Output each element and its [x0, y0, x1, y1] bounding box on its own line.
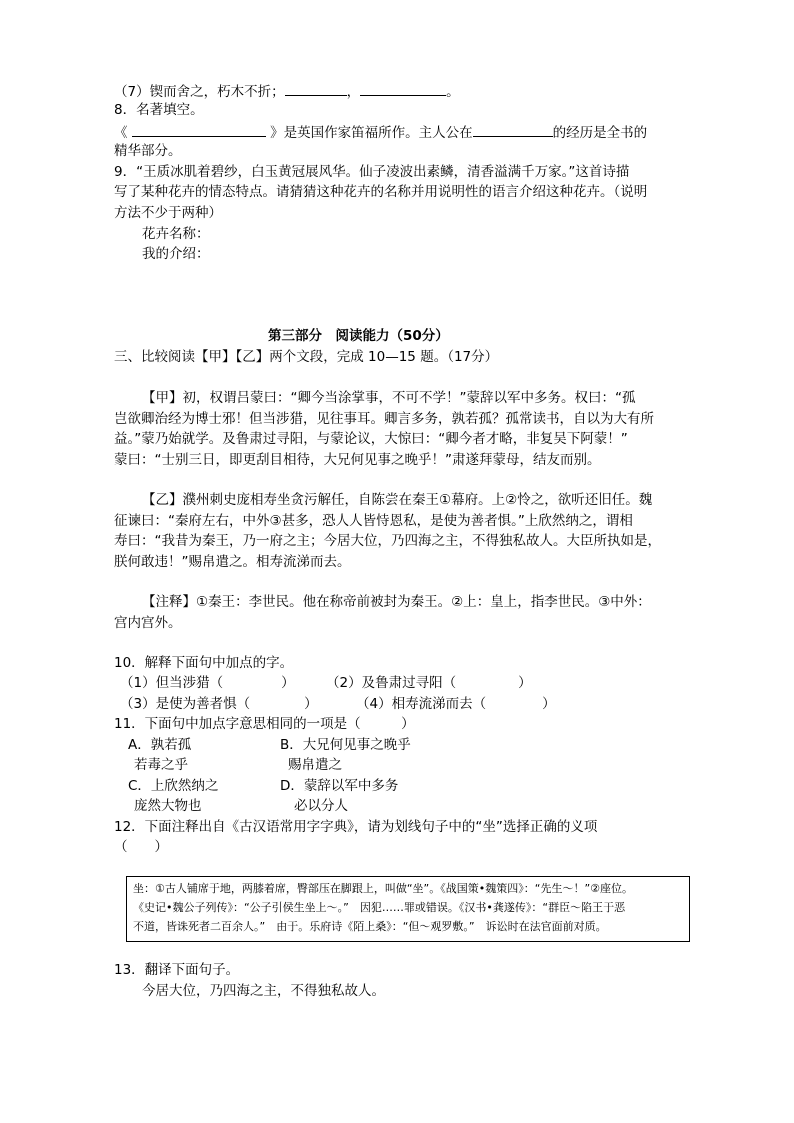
passage-b-line-3: 寿曰：“我昔为秦王，乃一府之主；今居大位，乃四海之主，不得独私故人。大臣所执如是，	[114, 533, 661, 549]
dictionary-line-2: 《史记•魏公子列传》：“公子引侯生坐上～。” 因犯……罪或错误。《汉书•龚遂传》：“群臣～陷王于恶	[133, 901, 626, 914]
passage-b-line-1: 【乙】濮州刺史庞相寿坐贪污解任，自陈尝在秦王①幕府。上②怜之，欲听还旧任。魏	[142, 492, 653, 508]
q10-item-3	[120, 694, 318, 714]
q10-item-3-close: ）	[304, 696, 318, 712]
q10-item-4-close: ）	[542, 696, 556, 712]
q11-option-a[interactable]: A．孰若孤	[128, 737, 192, 753]
q9-line-3: 方法不少于两种）	[114, 205, 222, 221]
section-3-instruction: 三、比较阅读【甲】【乙】两个文段，完成 10—15 题。（17分）	[114, 349, 499, 365]
passage-b-line-2: 征谏曰：“秦府左右，中外③甚多，恐人人皆恃恩私，是使为善者惧。”上欣然纳之，谓相	[114, 513, 633, 529]
passage-a-line-1: 【甲】初，权谓吕蒙曰：“卿今当涂掌事，不可不学！”蒙辞以军中多务。权曰：“孤	[142, 390, 636, 406]
q8-blank-book[interactable]	[132, 121, 266, 137]
passage-a-line-4: 蒙曰：“士别三日，即更刮目相待，大兄何见事之晚乎！”肃遂拜蒙母，结友而别。	[114, 452, 601, 468]
q13-title: 13．翻译下面句子。	[114, 962, 240, 978]
passage-a-line-3: 益。”蒙乃始就学。及鲁肃过寻阳，与蒙论议，大惊曰：“卿今者才略，非复吴下阿蒙！”	[114, 431, 628, 447]
dictionary-line-1: 坐：①古人铺席于地，两膝着席，臀部压在脚跟上，叫做“坐”。《战国策•魏策四》：“先生～！”②座位。	[133, 882, 634, 895]
q9-line-1: 9．“王质冰肌着碧纱，白玉黄冠展风华。仙子凌波出素鳞，清香溢满千万家。”这首诗描	[114, 164, 630, 180]
q8-line-2: 精华部分。	[114, 143, 182, 159]
passage-a-line-2: 岂欲卿治经为博士邪！但当涉猎，见往事耳。卿言多务，孰若孤？孤常读书，自以为大有所	[114, 411, 654, 427]
q10-item-1-close: ）	[281, 675, 295, 691]
q10-item-3-text: （3）是使为善者惧（	[120, 696, 251, 712]
q11-option-c-line-2: 庞然大物也	[134, 798, 202, 814]
q11-option-d-line-2: 必以分人	[294, 798, 348, 814]
q10-item-2-text: （2）及鲁肃过寻阳（	[326, 675, 457, 691]
q11-option-b-line-2: 赐帛遣之	[288, 757, 342, 773]
q8-blank-place[interactable]	[473, 121, 553, 137]
q7-end: 。	[446, 84, 460, 100]
q10-item-1	[120, 673, 295, 693]
notes-line-2: 宫内宫外。	[114, 615, 182, 631]
q9-line-2: 写了某种花卉的情态特点。请猜猜这种花卉的名称并用说明性的语言介绍这种花卉。（说明	[114, 184, 648, 200]
q7-prefix: （7）锲而舍之，朽木不折；	[114, 84, 285, 100]
q7-blank-2[interactable]	[360, 80, 446, 96]
q10-item-4-text: （4）相寿流涕而去（	[356, 696, 487, 712]
q11-option-b[interactable]: B．大兄何见事之晚乎	[280, 737, 411, 753]
q10-item-2	[326, 673, 532, 693]
q10-item-4	[356, 694, 556, 714]
q10-item-1-text: （1）但当涉猎（	[120, 675, 224, 691]
q10-title: 10．解释下面句中加点的字。	[114, 655, 294, 671]
q11-option-c[interactable]: C．上欣然纳之	[128, 778, 219, 794]
q8-middle-text: 》是英国作家笛福所作。主人公在	[270, 125, 473, 141]
question-7	[114, 80, 460, 102]
part3-heading: 第三部分 阅读能力（50分）	[268, 328, 449, 344]
dictionary-entry-box	[126, 876, 690, 942]
q9-flower-name-label: 花卉名称：	[142, 226, 210, 242]
q8-line-1	[114, 121, 647, 143]
q11-option-d[interactable]: D．蒙辞以军中多务	[280, 778, 399, 794]
q11-option-a-line-2: 若毒之乎	[134, 757, 188, 773]
q7-blank-1[interactable]	[285, 80, 347, 96]
q10-item-2-close: ）	[518, 675, 532, 691]
q12-answer-paren[interactable]: （ ）	[114, 839, 168, 855]
notes-line-1: 【注释】①秦王：李世民。他在称帝前被封为秦王。②上：皇上，指李世民。③中外：	[142, 594, 651, 610]
q13-sentence: 今居大位，乃四海之主，不得独私故人。	[142, 983, 385, 999]
q7-separator: ，	[346, 84, 361, 100]
q11-title: 11．下面句中加点字意思相同的一项是（ ）	[114, 716, 415, 732]
q9-intro-label: 我的介绍：	[142, 246, 210, 262]
passage-b-line-4: 朕何敢违！”赐帛遣之。相寿流涕而去。	[114, 554, 351, 570]
q8-tail-text: 的经历是全书的	[552, 125, 648, 141]
q8-title: 8．名著填空。	[114, 102, 204, 118]
q12-title: 12．下面注释出自《古汉语常用字字典》，请为划线句子中的“坐”选择正确的义项	[114, 819, 598, 835]
q8-open-bracket: 《	[114, 125, 128, 141]
dictionary-line-3: 不道，皆诛死者二百余人。” 由于。乐府诗《陌上桑》：“但～观罗敷。” 诉讼时在法官面前对质。	[133, 920, 607, 933]
